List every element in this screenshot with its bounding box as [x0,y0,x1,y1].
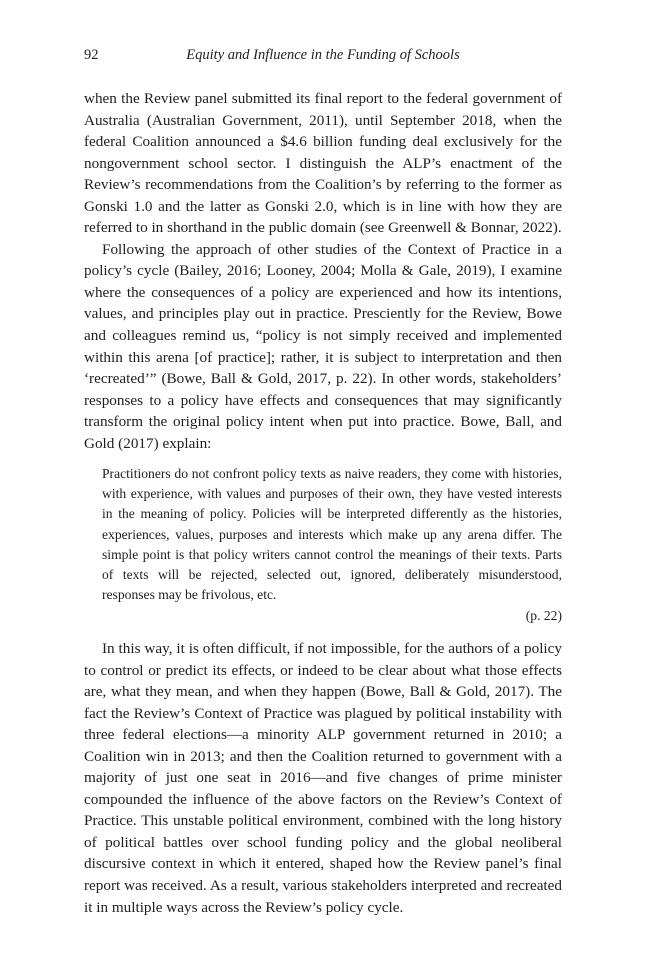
block-quote: Practitioners do not confront policy texts as naive readers, they come with histories, with experience, with values and purposes of their own, they have vested interests in the meaning of policy. Policies will be interpreted differently as the histories, experiences, values, purposes and interests which make up any arena differ. The simple point is that policy writers cannot control the meanings of their texts. Parts of texts will be rejected, selected out, ignored, deliberately misunderstood, responses may be frivolous, etc. [102,466,562,602]
quote-citation: (p. 22) [525,607,562,623]
paragraph-conclusion: In this way, it is often difficult, if not impossible, for the authors of a policy to control or predict its effects, or indeed to be clear about what those effects are, what they mean, and when they happen (Bowe, Ball & Gold, 2017). The fact the Review’s Context of Practice was plagued by political instability with three federal elections—a minority ALP government returned in 2010; a Coalition win in 2013; and then the Coalition returned to government with a majority of just one seat in 2016—and five changes of prime minister compounded the influence of the above factors on the Review’s Context of Practice. This unstable political environment, combined with the long history of political battles over school funding policy and the global neoliberal discursive context in which it entered, shaped how the Review panel’s final report was received. As a result, various stakeholders interpreted and recreated it in multiple ways across the Review’s policy cycle. [84,639,562,916]
paragraph-continuation: when the Review panel submitted its final report to the federal government of Australia (Australian Government, 2011), until September 2018, when the federal Coalition announced a $4.6 billion funding deal exclusively for the nongovernment school sector. I distinguish the ALP’s enactment of the Review’s recommendations from the Coalition’s by referring to the former as Gonski 1.0 and the latter as Gonski 2.0, which is in line with how they are referred to in shorthand in the public domain (see Greenwell & Bonnar, 2022). [84,90,562,237]
running-head [84,44,562,66]
page-number: 92 [84,47,99,63]
running-title: Equity and Influence in the Funding of Schools [186,47,460,63]
paragraph-context-of-practice: Following the approach of other studies of the Context of Practice in a policy’s cycle (Bailey, 2016; Looney, 2004; Molla & Gale, 2019), I examine where the consequences of a policy are experienced and how its intentions, values, and principles play out in practice. Presciently for the Review, Bowe and colleagues remind us, “policy is not simply received and implemented within this arena [of practice]; rather, it is subject to interpretation and then ‘recreated’” (Bowe, Ball & Gold, 2017, p. 22). In other words, stakeholders’ responses to a policy have effects and consequences that may significantly transform the original policy intent when put into practice. Bowe, Ball, and Gold (2017) explain: [84,240,562,452]
body-text [84,88,562,918]
